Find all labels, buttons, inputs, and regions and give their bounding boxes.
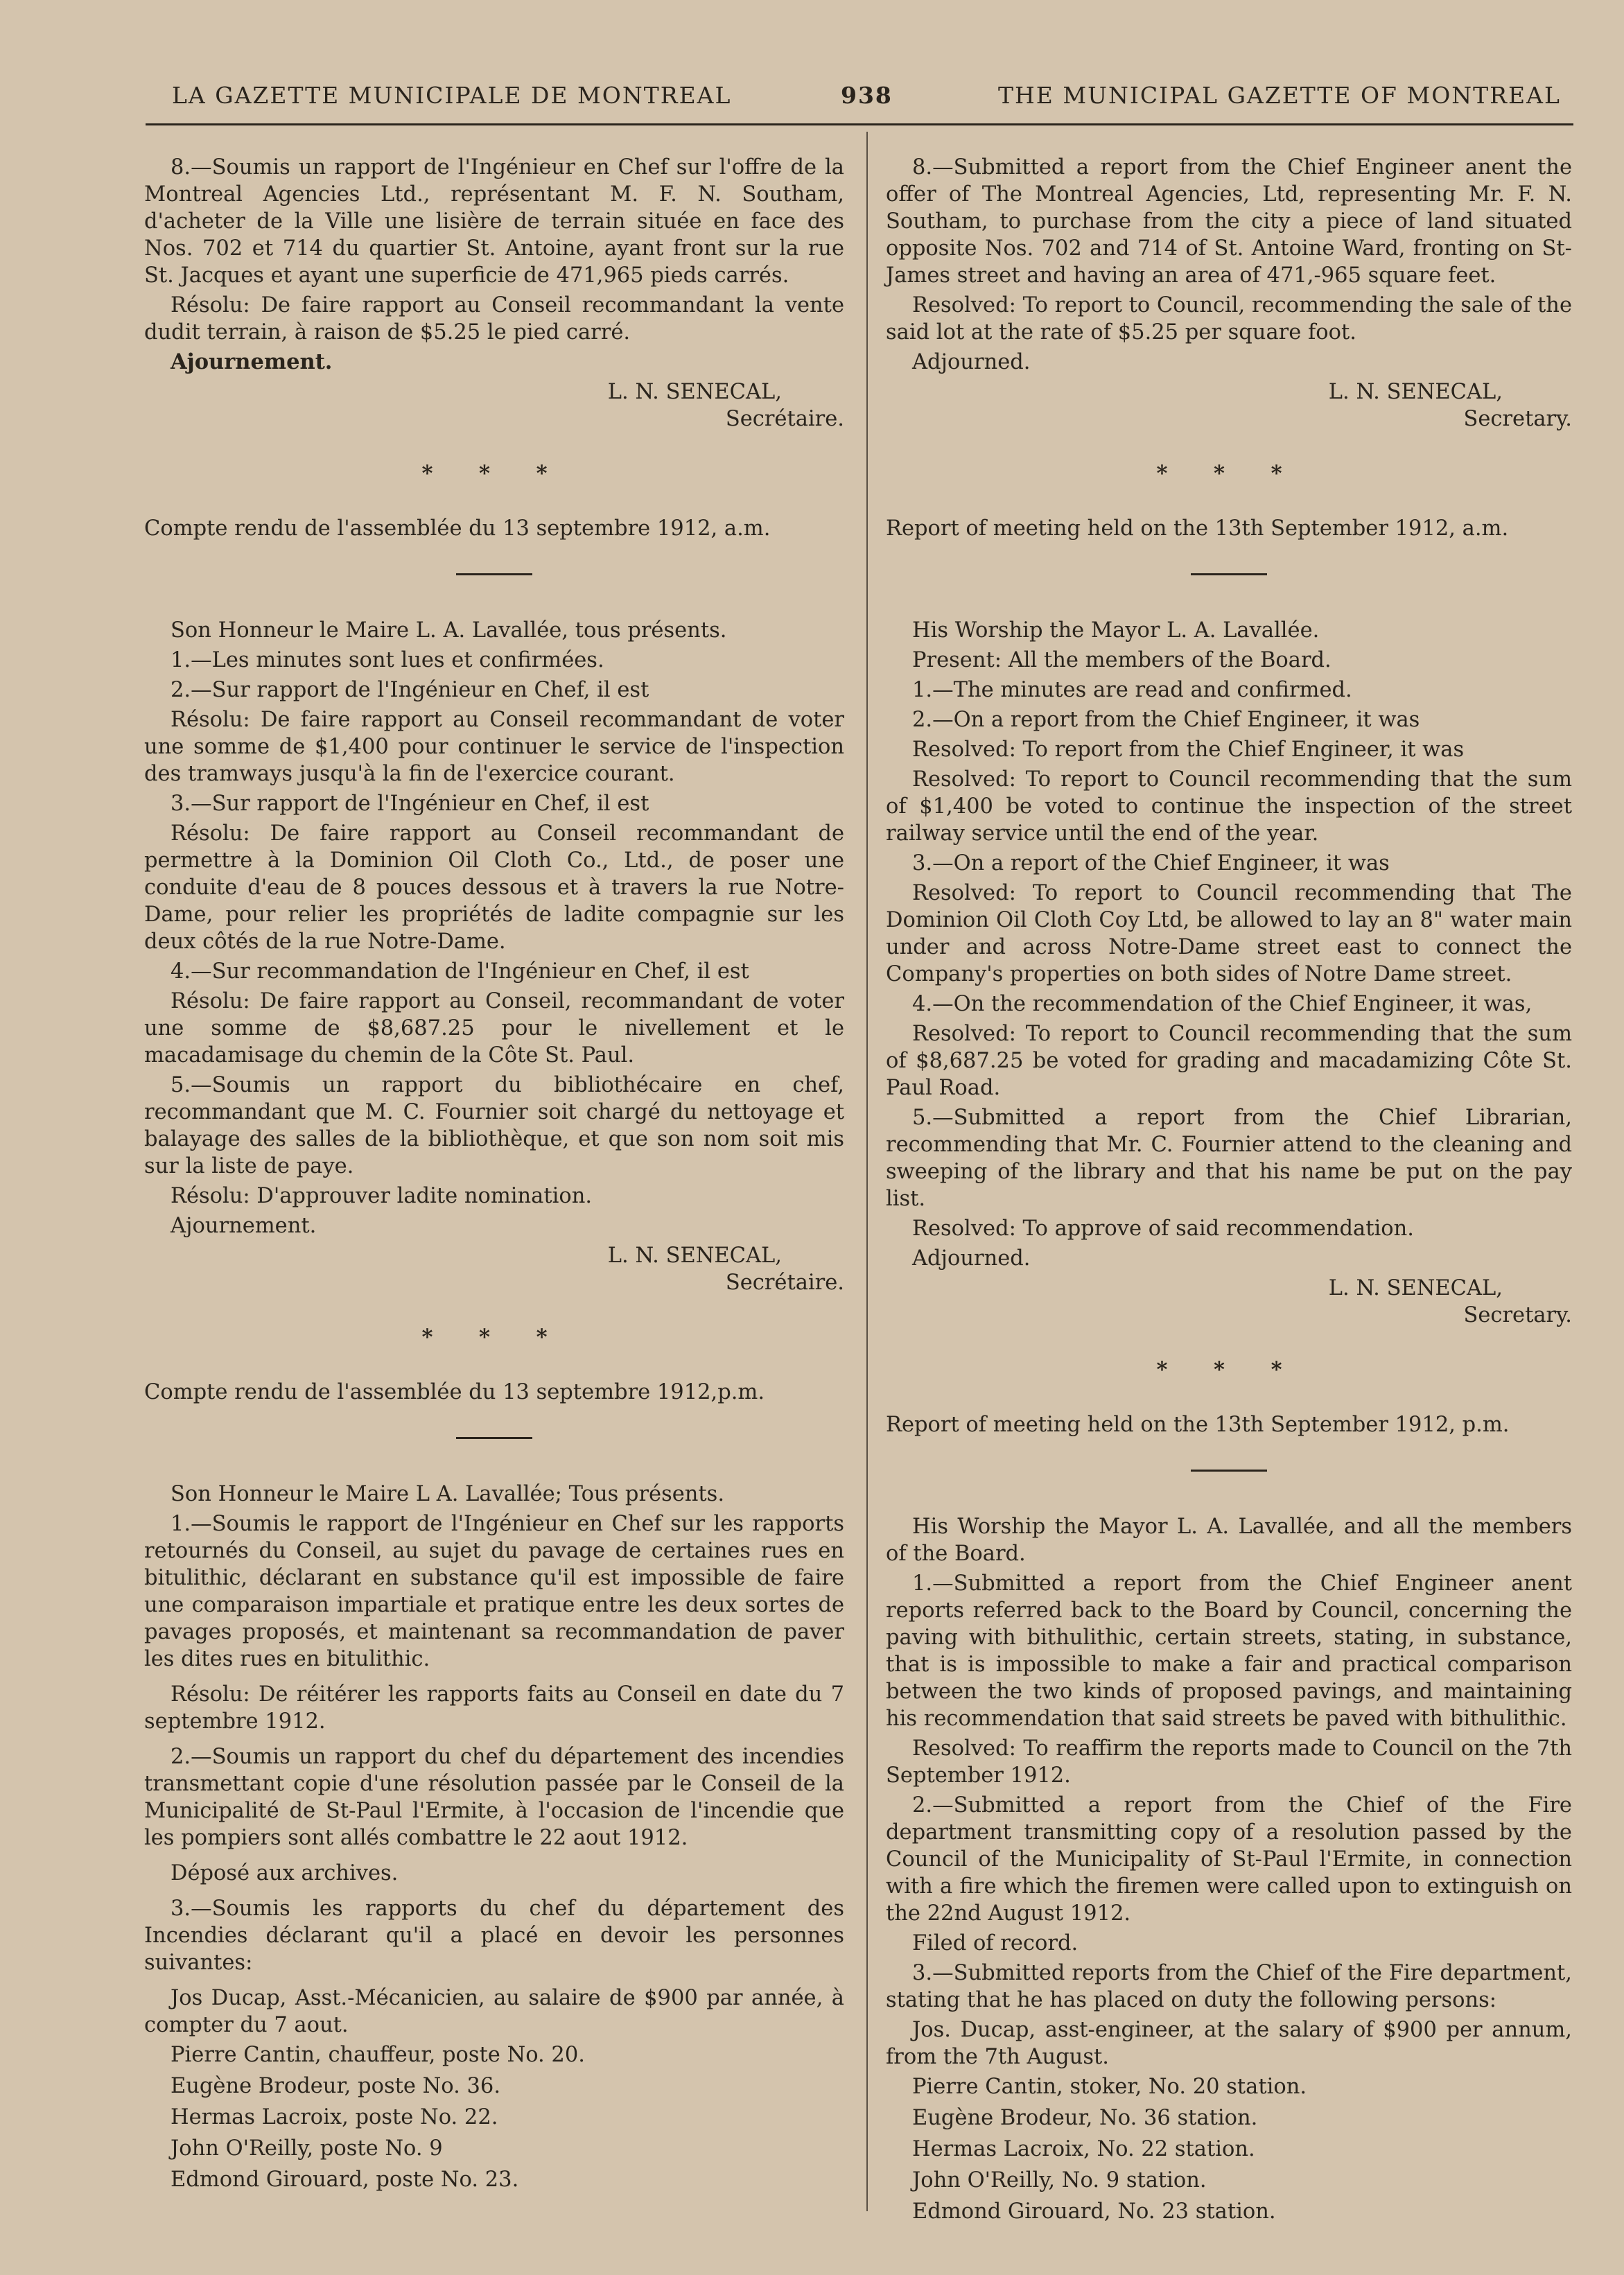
paragraph: 4.—On the recommendation of the Chief Engineer, it was, <box>912 992 1533 1016</box>
list-item: Pierre Cantin, chauffeur, poste No. 20. <box>171 2043 585 2067</box>
paragraph: Resolved: To report from the Chief Engineer, it was <box>912 738 1465 762</box>
paragraph: Resolved: To report to Council recommending that the sum of $1,400 be voted to continue the inspection of the street railway service until the end of the year. <box>886 767 1572 846</box>
paragraph: 8.—Soumis un rapport de l'Ingénieur en Chef sur l'offre de la Montreal Agencies Ltd., représentant M. F. N. Southam, d'acheter de la Ville une lisière de terrain située en face des Nos. 702 et 714 du quartier St. Antoine, ayant front sur la rue St. Jacques et ayant une superficie de 471,965 pieds carrés. <box>144 155 844 288</box>
paragraph: Résolu: De faire rapport au Conseil recommandant la vente dudit terrain, à raison de $5.25 le pied carré. <box>144 293 844 345</box>
paragraph: Résolu: D'approuver ladite nomination. <box>171 1184 593 1208</box>
paragraph: Resolved: To report to Council recommending that the sum of $8,687.25 be voted for grading and macadamizing Côte St. Paul Road. <box>886 1022 1572 1100</box>
paragraph: His Worship the Mayor L. A. Lavallée, and all the members of the Board. <box>886 1515 1572 1566</box>
section-separator: * * * <box>1156 461 1302 486</box>
signature-name: L. N. SENECAL, <box>1328 1276 1503 1300</box>
paragraph: 3.—On a report of the Chief Engineer, it was <box>912 851 1390 875</box>
section-separator: * * * <box>1156 1357 1302 1382</box>
list-item: John O'Reilly, poste No. 9 <box>171 2136 443 2161</box>
paragraph: Resolved: To report to Council, recommending the sale of the said lot at the rate of $5.25 per square foot. <box>886 293 1572 345</box>
paragraph: 5.—Soumis un rapport du bibliothécaire en chef, recommandant que M. C. Fournier soit chargé du nettoyage et balayage des salles de la bibliothèque, et que son nom soit mis sur la liste de paye. <box>144 1073 844 1178</box>
signature-name: L. N. SENECAL, <box>607 1244 782 1268</box>
list-item: Hermas Lacroix, No. 22 station. <box>912 2137 1255 2161</box>
title-rule <box>456 573 532 575</box>
section-separator: * * * <box>421 461 567 486</box>
header-english-title: THE MUNICIPAL GAZETTE OF MONTREAL <box>998 82 1561 109</box>
french-column <box>144 154 844 2197</box>
paragraph: Filed of record. <box>912 1931 1079 1955</box>
list-item: Edmond Girouard, poste No. 23. <box>171 2168 519 2192</box>
list-item: Eugène Brodeur, No. 36 station. <box>912 2106 1258 2130</box>
meeting-title: Report of meeting held on the 13th September 1912, p.m. <box>886 1413 1510 1437</box>
paragraph: Résolu: De faire rapport au Conseil recommandant de permettre à la Dominion Oil Cloth Co., Ltd., de poser une conduite d'eau de 8 pouces dessous et à travers la rue Notre-Dame, pour relier les propriétés de ladite compagnie sur les deux côtés de la rue Notre-Dame. <box>144 821 844 954</box>
paragraph: 1.—Submitted a report from the Chief Engineer anent reports referred back to the Board by Council, concerning the paving with bithulithic, certain streets, stating, in substance, that is is impossible to make a fair and practical comparison between the two kinds of proposed pavings, and maintaining his recommendation that said streets be paved with bithulithic. <box>886 1571 1572 1731</box>
paragraph: Résolu: De faire rapport au Conseil, recommandant de voter une somme de $8,687.25 pour le nivellement et le macadamisage du chemin de la Côte St. Paul. <box>144 989 844 1067</box>
signature-title: Secrétaire. <box>725 407 844 431</box>
paragraph: Resolved: To reaffirm the reports made to Council on the 7th September 1912. <box>886 1736 1572 1788</box>
paragraph: 3.—Sur rapport de l'Ingénieur en Chef, il est <box>171 792 649 816</box>
signature-name: L. N. SENECAL, <box>607 380 782 404</box>
adjournment: Adjourned. <box>912 1246 1031 1271</box>
title-rule <box>1191 1470 1267 1472</box>
paragraph: 1.—Les minutes sont lues et confirmées. <box>171 648 604 672</box>
english-column <box>886 154 1572 2229</box>
signature-name: L. N. SENECAL, <box>1328 380 1503 404</box>
adjournment: Adjourned. <box>912 350 1031 374</box>
list-item: Eugène Brodeur, poste No. 36. <box>171 2074 501 2098</box>
paragraph: Jos. Ducap, asst-engineer, at the salary of $900 per annum, from the 7th August. <box>886 2018 1572 2069</box>
paragraph: 2.—Submitted a report from the Chief of the Fire department transmitting copy of a resolution passed by the Council of the Municipality of St-Paul l'Ermite, in connection with a fire which the firemen were called upon to extinguish on the 22nd August 1912. <box>886 1793 1572 1926</box>
paragraph: His Worship the Mayor L. A. Lavallée. <box>912 618 1320 643</box>
header-rule <box>146 123 1573 125</box>
list-item: Hermas Lacroix, poste No. 22. <box>171 2105 498 2129</box>
paragraph: 2.—Soumis un rapport du chef du département des incendies transmettant copie d'une résolution passée par le Conseil de la Municipalité de St-Paul l'Ermite, à l'occasion de l'incendie que les pompiers sont allés combattre le 22 aout 1912. <box>144 1745 844 1850</box>
paragraph: 2.—Sur rapport de l'Ingénieur en Chef, il est <box>171 678 649 702</box>
meeting-title: Compte rendu de l'assemblée du 13 septembre 1912, a.m. <box>144 516 771 541</box>
header-french-title: LA GAZETTE MUNICIPALE DE MONTREAL <box>172 82 732 109</box>
column-divider <box>866 132 868 2211</box>
meeting-title: Compte rendu de l'assemblée du 13 septembre 1912,p.m. <box>144 1380 765 1404</box>
title-rule <box>1191 573 1267 575</box>
signature-title: Secrétaire. <box>725 1271 844 1295</box>
paragraph: Son Honneur le Maire L A. Lavallée; Tous présents. <box>171 1482 725 1506</box>
paragraph: Resolved: To approve of said recommendation. <box>912 1217 1414 1241</box>
section-separator: * * * <box>421 1325 567 1350</box>
paragraph: 4.—Sur recommandation de l'Ingénieur en Chef, il est <box>171 959 749 984</box>
signature-title: Secretary. <box>1463 1303 1572 1327</box>
signature-title: Secretary. <box>1463 407 1572 431</box>
paragraph: 2.—On a report from the Chief Engineer, it was <box>912 708 1420 732</box>
paragraph: Resolved: To report to Council recommending that The Dominion Oil Cloth Coy Ltd, be allowed to lay an 8" water main under and across Notre-Dame street east to connect the Company's properties on both sides of Notre Dame street. <box>886 881 1572 986</box>
title-rule <box>456 1437 532 1439</box>
adjournment: Ajournement. <box>171 349 333 374</box>
paragraph: Résolu: De faire rapport au Conseil recommandant de voter une somme de $1,400 pour continuer le service de l'inspection des tramways jusqu'à la fin de l'exercice courant. <box>144 708 844 786</box>
paragraph: 1.—The minutes are read and confirmed. <box>912 678 1352 702</box>
paragraph: 5.—Submitted a report from the Chief Librarian, recommending that Mr. C. Fournier attend to the cleaning and sweeping of the library and that his name be put on the pay list. <box>886 1106 1572 1211</box>
paragraph: Present: All the members of the Board. <box>912 648 1331 672</box>
paragraph: 8.—Submitted a report from the Chief Engineer anent the offer of The Montreal Agencies, Ltd, representing Mr. F. N. Southam, to purchase from the city a piece of land situated opposite Nos. 702 and 714 of St. Antoine Ward, fronting on St-James street and having an area of 471,-965 square feet. <box>886 155 1572 288</box>
list-item: John O'Reilly, No. 9 station. <box>912 2168 1207 2193</box>
paragraph: Jos Ducap, Asst.-Mécanicien, au salaire de $900 par année, à compter du 7 aout. <box>144 1986 844 2037</box>
list-item: Pierre Cantin, stoker, No. 20 station. <box>912 2075 1307 2099</box>
adjournment: Ajournement. <box>171 1214 317 1238</box>
list-item: Edmond Girouard, No. 23 station. <box>912 2199 1276 2224</box>
paragraph: 3.—Submitted reports from the Chief of the Fire department, stating that he has placed on duty the following persons: <box>886 1961 1572 2012</box>
paragraph: 3.—Soumis les rapports du chef du département des Incendies déclarant qu'il a placé en devoir les personnes suivantes: <box>144 1897 844 1975</box>
page-number: 938 <box>841 82 893 109</box>
paragraph: Déposé aux archives. <box>171 1861 399 1885</box>
paragraph: 1.—Soumis le rapport de l'Ingénieur en Chef sur les rapports retournés du Conseil, au sujet du pavage de certaines rues en bitulithic, déclarant en substance qu'il est impossible de faire une comparaison impartiale et pratique entre les deux sortes de pavages proposés, et maintenant sa recommandation de paver les dites rues en bitulithic. <box>144 1512 844 1671</box>
paragraph: Son Honneur le Maire L. A. Lavallée, tous présents. <box>171 618 727 643</box>
meeting-title: Report of meeting held on the 13th September 1912, a.m. <box>886 516 1509 541</box>
paragraph: Résolu: De réitérer les rapports faits au Conseil en date du 7 septembre 1912. <box>144 1682 844 1734</box>
